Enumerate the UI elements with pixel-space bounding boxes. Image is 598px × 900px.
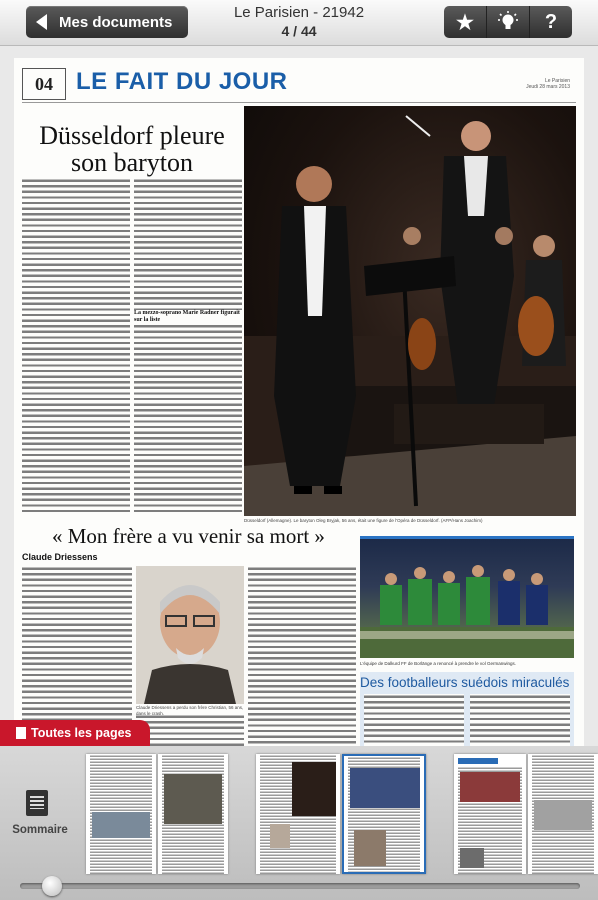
masthead-name: Le Parisien [544,78,570,84]
portrait-image [136,566,244,704]
thumbnail-title-bar [458,758,498,764]
thumbnail-image [354,830,386,866]
back-button-label: Mes documents [59,13,173,31]
summary-label: Sommaire [12,824,68,836]
newspaper-page[interactable] [14,58,584,748]
page-thumbnail[interactable] [454,754,526,874]
main-photo [244,106,576,516]
team-column-1 [364,694,464,748]
back-to-documents-button[interactable] [26,6,188,38]
thumbnail-image [92,812,150,838]
list-icon [26,790,48,816]
page-thumbnail[interactable] [528,754,598,874]
tips-button[interactable] [487,6,530,38]
thumbnail-image [460,848,484,868]
all-pages-tab[interactable] [0,720,150,746]
article-subhead: La mezzo-soprano Marie Radner figurait sur la liste [134,310,242,324]
page-thumbnail-current[interactable] [342,754,426,874]
back-arrow-icon [36,14,47,30]
article-column-5 [248,566,356,748]
help-icon: ? [544,10,558,33]
football-team-image [360,539,574,658]
page-slider-track[interactable] [20,883,580,889]
team-photo [360,536,574,658]
masthead [526,78,570,90]
portrait-caption: Claude Driessens a perdu son frère Christian, 56 ans, dans le crash. [136,705,244,716]
page-thumbnail[interactable] [256,754,340,874]
document-title: Le Parisien - 21942 [233,4,365,21]
masthead-date: Jeudi 28 mars 2013 [526,84,570,90]
summary-button[interactable] [0,746,80,876]
article-column-4 [136,714,244,748]
thumbnail-image [164,774,222,824]
thumbnail-image [292,762,336,816]
favorite-button[interactable] [444,6,487,38]
top-toolbar [0,0,598,46]
thumbnail-image [534,800,592,830]
page-slider-knob[interactable] [42,876,62,896]
team-photo-caption: L'équipe de Dalkurd FF de Borlänge a renoncé à prendre le vol Germanwings. [360,661,516,666]
page-number: 04 [22,68,66,100]
thumbnail-image [460,772,520,802]
document-title-block [210,4,388,40]
page-indicator: 4 / 44 [281,23,317,39]
header-rule [22,102,576,103]
article-column-1 [22,178,130,514]
help-button[interactable] [530,6,572,38]
main-headline: Düsseldorf pleure son baryton [39,121,225,177]
quote-headline: « Mon frère a vu venir sa mort » [52,524,325,548]
thumbnail-image [350,768,420,808]
concert-scene-image [244,106,576,516]
main-photo-caption: Düsseldorf (Allemagne). Le baryton Oleg Bryjak, 56 ans, était une figure de l'Opéra de Düsseldorf. (AFP/Hans Joachim) [244,518,483,523]
team-headline: Des footballeurs suédois miraculés [360,675,570,690]
thumbnail-image [270,824,290,848]
page-browser [0,746,598,900]
page-thumbnail[interactable] [86,754,156,874]
portrait-photo [136,566,244,704]
page-thumbnail[interactable] [158,754,228,874]
toolbar-action-group [444,6,572,38]
star-icon: ★ [456,11,474,34]
all-pages-label: Toutes les pages [31,726,132,740]
section-title: LE FAIT DU JOUR [76,68,288,95]
article-column-2 [134,178,242,514]
quote-author: Claude Driessens [22,552,98,562]
lightbulb-icon [498,11,518,33]
page-icon [16,727,26,739]
team-column-2 [470,694,570,748]
